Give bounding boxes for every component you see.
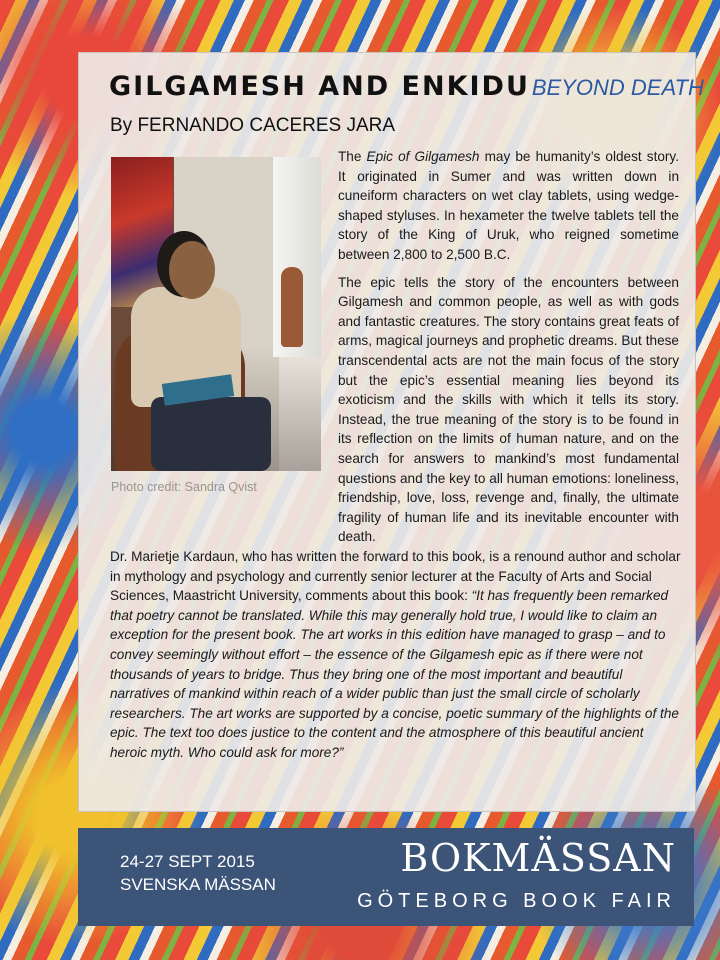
paragraph-1 [338,147,679,265]
event-venue: SVENSKA MÄSSAN [120,875,276,894]
event-info [120,850,276,896]
paragraph-2: The epic tells the story of the encounters between Gilgamesh and common people, as well as with gods and fantastic creatures. The story contains great feats of arms, magical journeys and prophetic dreams. But these transcendental acts are not the main focus of the story but the epic’s essential meaning lies beyond its exoticism and the skills with which it tells its story. Instead, the true meaning of the story is to be found in its reflection on the limits of human nature, and on the search for answers to mankind’s most fundamental questions and the key to all human emotions: loneliness, friendship, love, loss, revenge and, finally, the ultimate fragility of human life and its inevitable encounter with death. [338,274,679,545]
p3-quote: “It has frequently been remarked that poetry cannot be translated. While this may generally hold true, I would like to claim an exception for the present book. The art works in this edition have managed to grasp – and to convey seemingly without effort – the essence of the Gilgamesh epic as if there were not thousands of years to bridge. Thus they bring one of the most important and beautiful narratives of mankind within reach of a wider public than just the small circle of scholarly researchers. The art works are supported by a concise, poetic summary of the highlights of the epic. The text too does justice to the content and the atmosphere of this beautiful ancient heroic myth. Who could ask for more?” [110,588,679,760]
title-subtitle: BEYOND DEATH [531,75,704,100]
photo-head [169,241,215,299]
article-title [109,71,704,102]
fair-subtitle: GÖTEBORG BOOK FAIR [357,890,676,912]
fair-name: BOKMÄSSAN [400,836,676,880]
photo-statue [281,267,303,347]
photo-credit: Photo credit: Sandra Qvist [111,480,257,494]
photo-legs [151,397,271,471]
event-dates: 24-27 SEPT 2015 [120,852,255,871]
author-photo [111,157,321,471]
p3-text: Dr. Marietje Kardaun, who has written the forward to this book, is a renound author and scholar in mythology and psychology and currently senior lecturer at the Faculty of Arts and Social Sciences, Maastricht University, comments about this book: [110,549,681,604]
p1-text-a: The [338,149,367,164]
p1-epic-title: Epic of Gilgamesh [366,149,480,164]
title-main: GILGAMESH AND ENKIDU [109,71,530,102]
paragraph-3 [110,547,682,763]
book-fair-banner [78,828,694,926]
article-panel [78,52,704,812]
right-column-text [338,147,679,555]
full-width-text [110,547,682,763]
p1-text-b: may be humanity’s oldest story. It originated in Sumer and was written down in cuneiform characters on wet clay tablets, using wedge-shaped styluses. In hexameter the twelve tablets tell the story of the King of Uruk, who reigned sometime between 2,800 to 2,500 B.C. [338,149,679,262]
byline: By FERNANDO CACERES JARA [110,115,396,136]
photo-painting [111,157,173,307]
